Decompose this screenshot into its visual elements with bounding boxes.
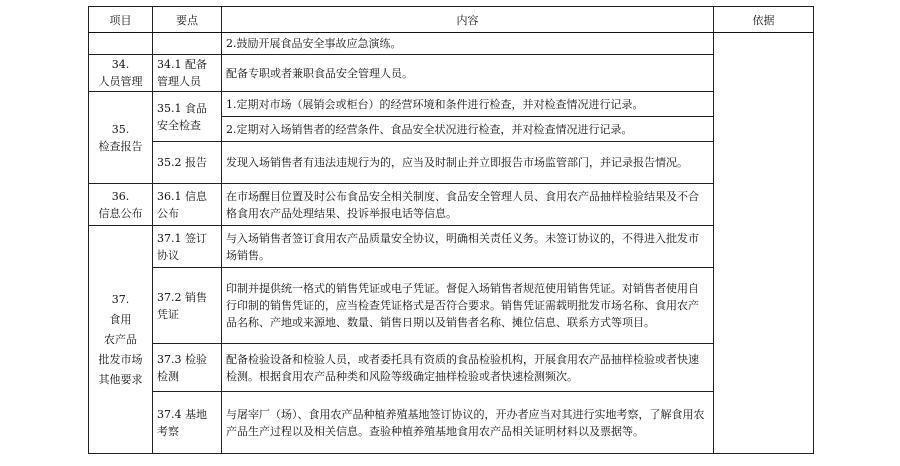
header-basis: 依据 — [714, 7, 814, 33]
header-point: 要点 — [153, 7, 222, 33]
header-item: 项目 — [89, 7, 153, 33]
point-cell: 37.1 签订协议 — [153, 226, 222, 268]
content-cell: 1.定期对市场（展销会或柜台）的经营环境和条件进行检查，并对检查情况进行记录。 — [222, 92, 714, 117]
header-content: 内容 — [222, 7, 714, 33]
point-cell: 36.1 信息公布 — [153, 184, 222, 226]
item-cell: 36. 信息公布 — [89, 184, 153, 226]
table-row — [89, 344, 814, 392]
item-cell-empty — [89, 33, 153, 55]
content-cell: 与入场销售者签订食用农产品质量安全协议，明确相关责任义务。未签订协议的，不得进入批发市场销售。 — [222, 226, 714, 268]
point-cell: 37.3 检验检测 — [153, 344, 222, 392]
item-cell: 35. 检查报告 — [89, 92, 153, 184]
point-cell: 35.1 食品安全检查 — [153, 92, 222, 142]
content-cell: 印制并提供统一格式的销售凭证或电子凭证。督促入场销售者规范使用销售凭证。对销售者使用自行印制的销售凭证的，应当检查凭证格式是否符合要求。销售凭证需载明批发市场名称、食用农产品名称、产地或来源地、数量、销售日期以及销售者名称、摊位信息、联系方式等项目。 — [222, 268, 714, 344]
table-row — [89, 142, 814, 184]
table-row — [89, 392, 814, 454]
content-cell: 2.鼓励开展食品安全事故应急演练。 — [222, 33, 714, 55]
content-cell: 在市场醒目位置及时公布食品安全相关制度、食品安全管理人员、食用农产品抽样检验结果及不合格食用农产品处理结果、投诉举报电话等信息。 — [222, 184, 714, 226]
item-cell: 34. 人员管理 — [89, 55, 153, 92]
content-cell: 2.定期对入场销售者的经营条件、食品安全状况进行检查，并对检查情况进行记录。 — [222, 117, 714, 142]
content-cell: 与屠宰厂（场）、食用农产品种植养殖基地签订协议的，开办者应当对其进行实地考察，了解食用农产品生产过程以及相关信息。查验种植养殖基地食用农产品相关证明材料以及票据等。 — [222, 392, 714, 454]
content-cell: 发现入场销售者有违法违规行为的，应当及时制止并立即报告市场监管部门，并记录报告情况。 — [222, 142, 714, 184]
basis-cell — [714, 33, 814, 454]
point-cell: 37.2 销售凭证 — [153, 268, 222, 344]
point-cell: 35.2 报告 — [153, 142, 222, 184]
point-cell: 34.1 配备管理人员 — [153, 55, 222, 92]
point-cell: 37.4 基地考察 — [153, 392, 222, 454]
table-row — [89, 33, 814, 55]
table-row — [89, 226, 814, 268]
table-header-row — [89, 7, 814, 33]
item-cell: 37. 食用 农产品 批发市场 其他要求 — [89, 226, 153, 454]
content-cell: 配备检验设备和检验人员，或者委托具有资质的食品检验机构，开展食用农产品抽样检验或者快速检测。根据食用农产品种类和风险等级确定抽样检验或者快速检测频次。 — [222, 344, 714, 392]
table-row — [89, 92, 814, 117]
point-cell-empty — [153, 33, 222, 55]
content-cell: 配备专职或者兼职食品安全管理人员。 — [222, 55, 714, 92]
table-row — [89, 55, 814, 92]
table-row — [89, 268, 814, 344]
table-row — [89, 184, 814, 226]
requirements-table — [88, 6, 814, 454]
